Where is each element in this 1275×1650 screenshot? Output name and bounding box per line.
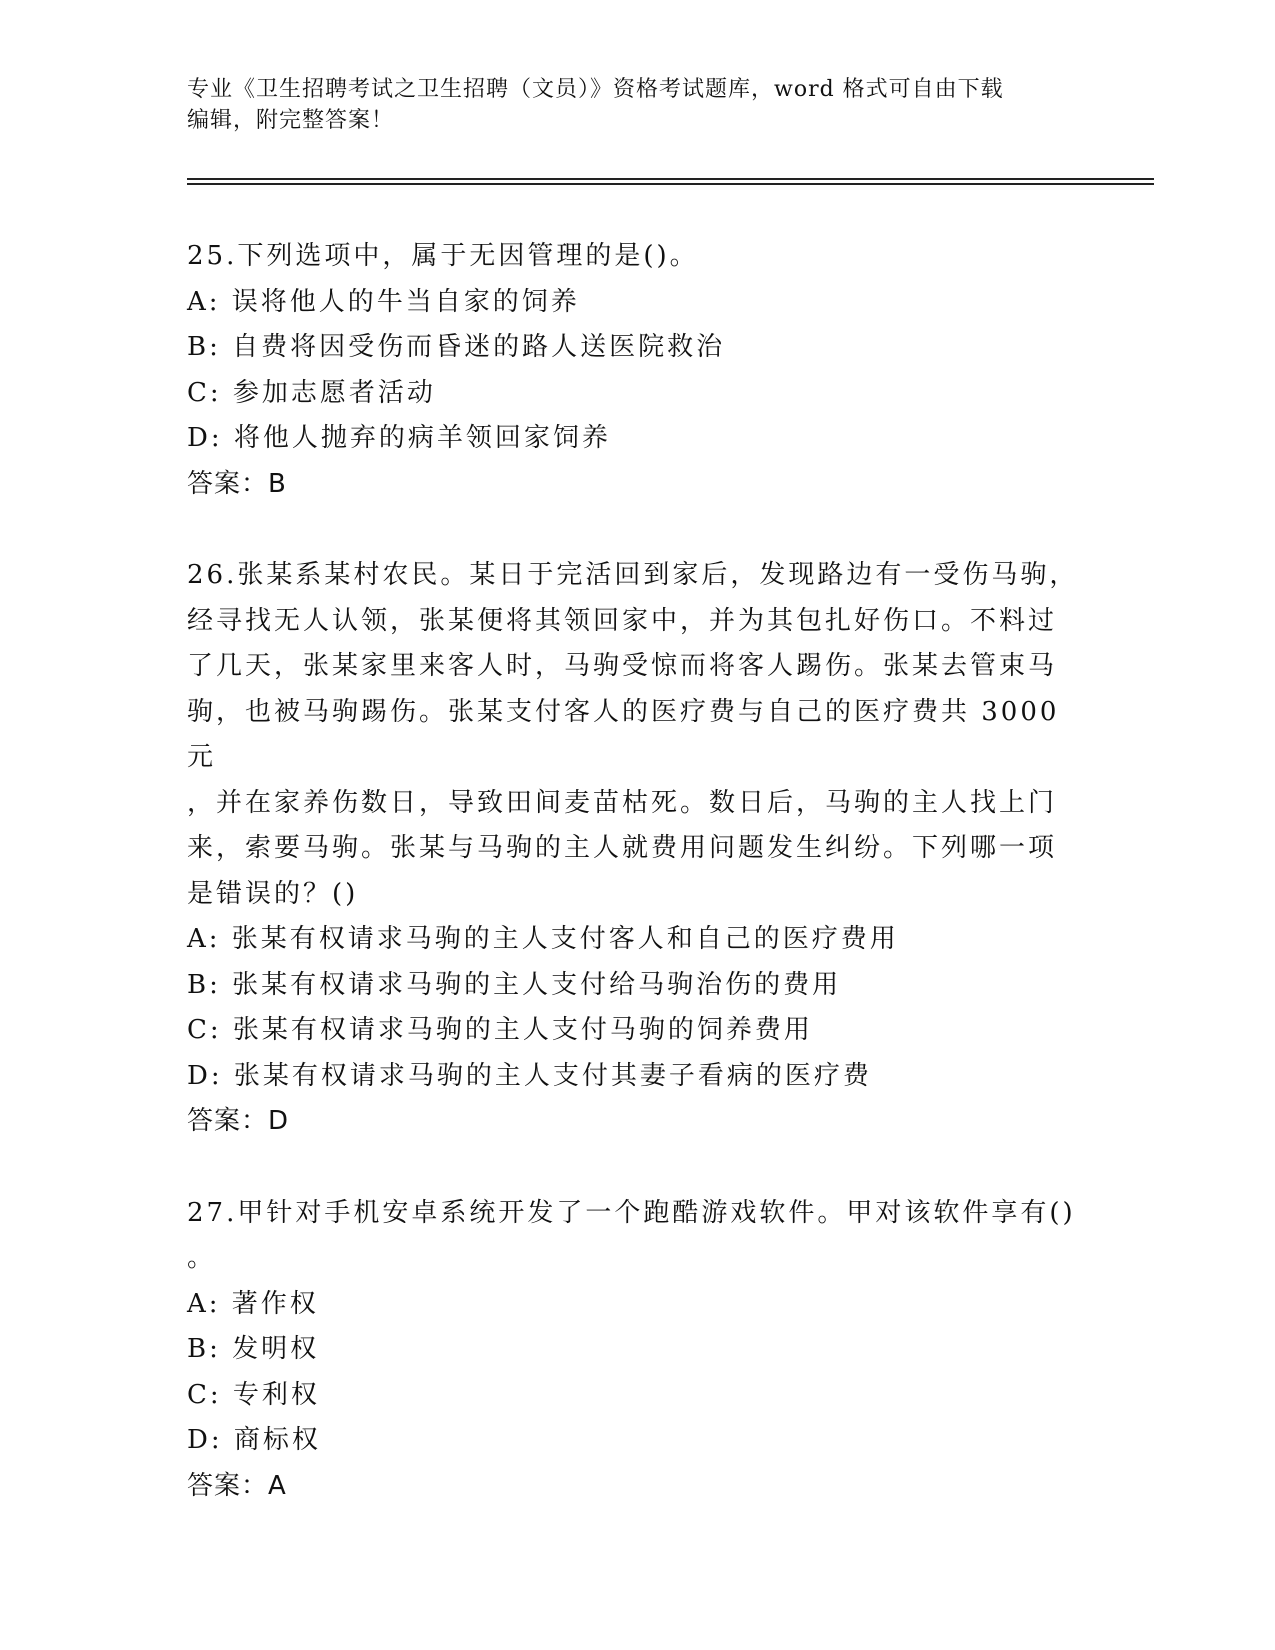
question-text-line: 是错误的？(): [187, 878, 359, 909]
question-25: [187, 234, 1087, 507]
option-b: B: 自费将因受伤而昏迷的路人送医院救治: [187, 332, 726, 362]
answer: 答案：B: [187, 468, 287, 499]
option-d: D: 张某有权请求马驹的主人支付其妻子看病的医疗费: [187, 1060, 872, 1091]
answer: 答案：D: [187, 1106, 290, 1136]
option-b: B: 发明权: [187, 1334, 320, 1364]
option-c: C: 参加志愿者活动: [187, 377, 436, 408]
question-text-line: 经寻找无人认领，张某便将其领回家中，并为其包扎好伤口。不料过: [187, 605, 1058, 636]
option-a: A: 张某有权请求马驹的主人支付客人和自己的医疗费用: [187, 924, 899, 954]
header-divider-top: [187, 178, 1154, 180]
option-b: B: 张某有权请求马驹的主人支付给马驹治伤的费用: [187, 969, 842, 1000]
question-26: [187, 553, 1087, 1145]
question-text-line: 26.张某系某村农民。某日于完活回到家后，发现路边有一受伤马驹，: [187, 560, 1079, 590]
question-text-line: ，并在家养伤数日，导致田间麦苗枯死。数日后，马驹的主人找上门: [187, 787, 1058, 818]
option-c: C: 张某有权请求马驹的主人支付马驹的饲养费用: [187, 1015, 813, 1045]
header-line-2: 编辑，附完整答案！: [187, 108, 395, 133]
question-text-line: 27.甲针对手机安卓系统开发了一个跑酷游戏软件。甲对该软件享有(): [187, 1197, 1076, 1228]
option-a: A: 误将他人的牛当自家的饲养: [187, 286, 580, 317]
answer: 答案：A: [187, 1470, 287, 1501]
header-divider-bottom: [187, 183, 1154, 185]
option-a: A: 著作权: [187, 1288, 319, 1319]
question-list: [187, 234, 1087, 1555]
document-header: [187, 74, 1067, 136]
option-c: C: 专利权: [187, 1379, 320, 1410]
option-d: D: 将他人抛弃的病羊领回家饲养: [187, 423, 611, 453]
question-text-line: 来，索要马驹。张某与马驹的主人就费用问题发生纠纷。下列哪一项: [187, 833, 1058, 863]
question-text-line: 了几天，张某家里来客人时，马驹受惊而将客人踢伤。张某去管束马: [187, 651, 1058, 681]
question-text: 25.下列选项中，属于无因管理的是()。: [187, 241, 699, 271]
option-d: D: 商标权: [187, 1425, 321, 1455]
question-27: [187, 1191, 1087, 1510]
question-text-line: 。: [187, 1243, 217, 1273]
header-line-1: 专业《卫生招聘考试之卫生招聘（文员）》资格考试题库，word 格式可自由下载: [187, 77, 1004, 102]
question-text-line: 驹，也被马驹踢伤。张某支付客人的医疗费与自己的医疗费共 3000 元: [187, 696, 1060, 772]
